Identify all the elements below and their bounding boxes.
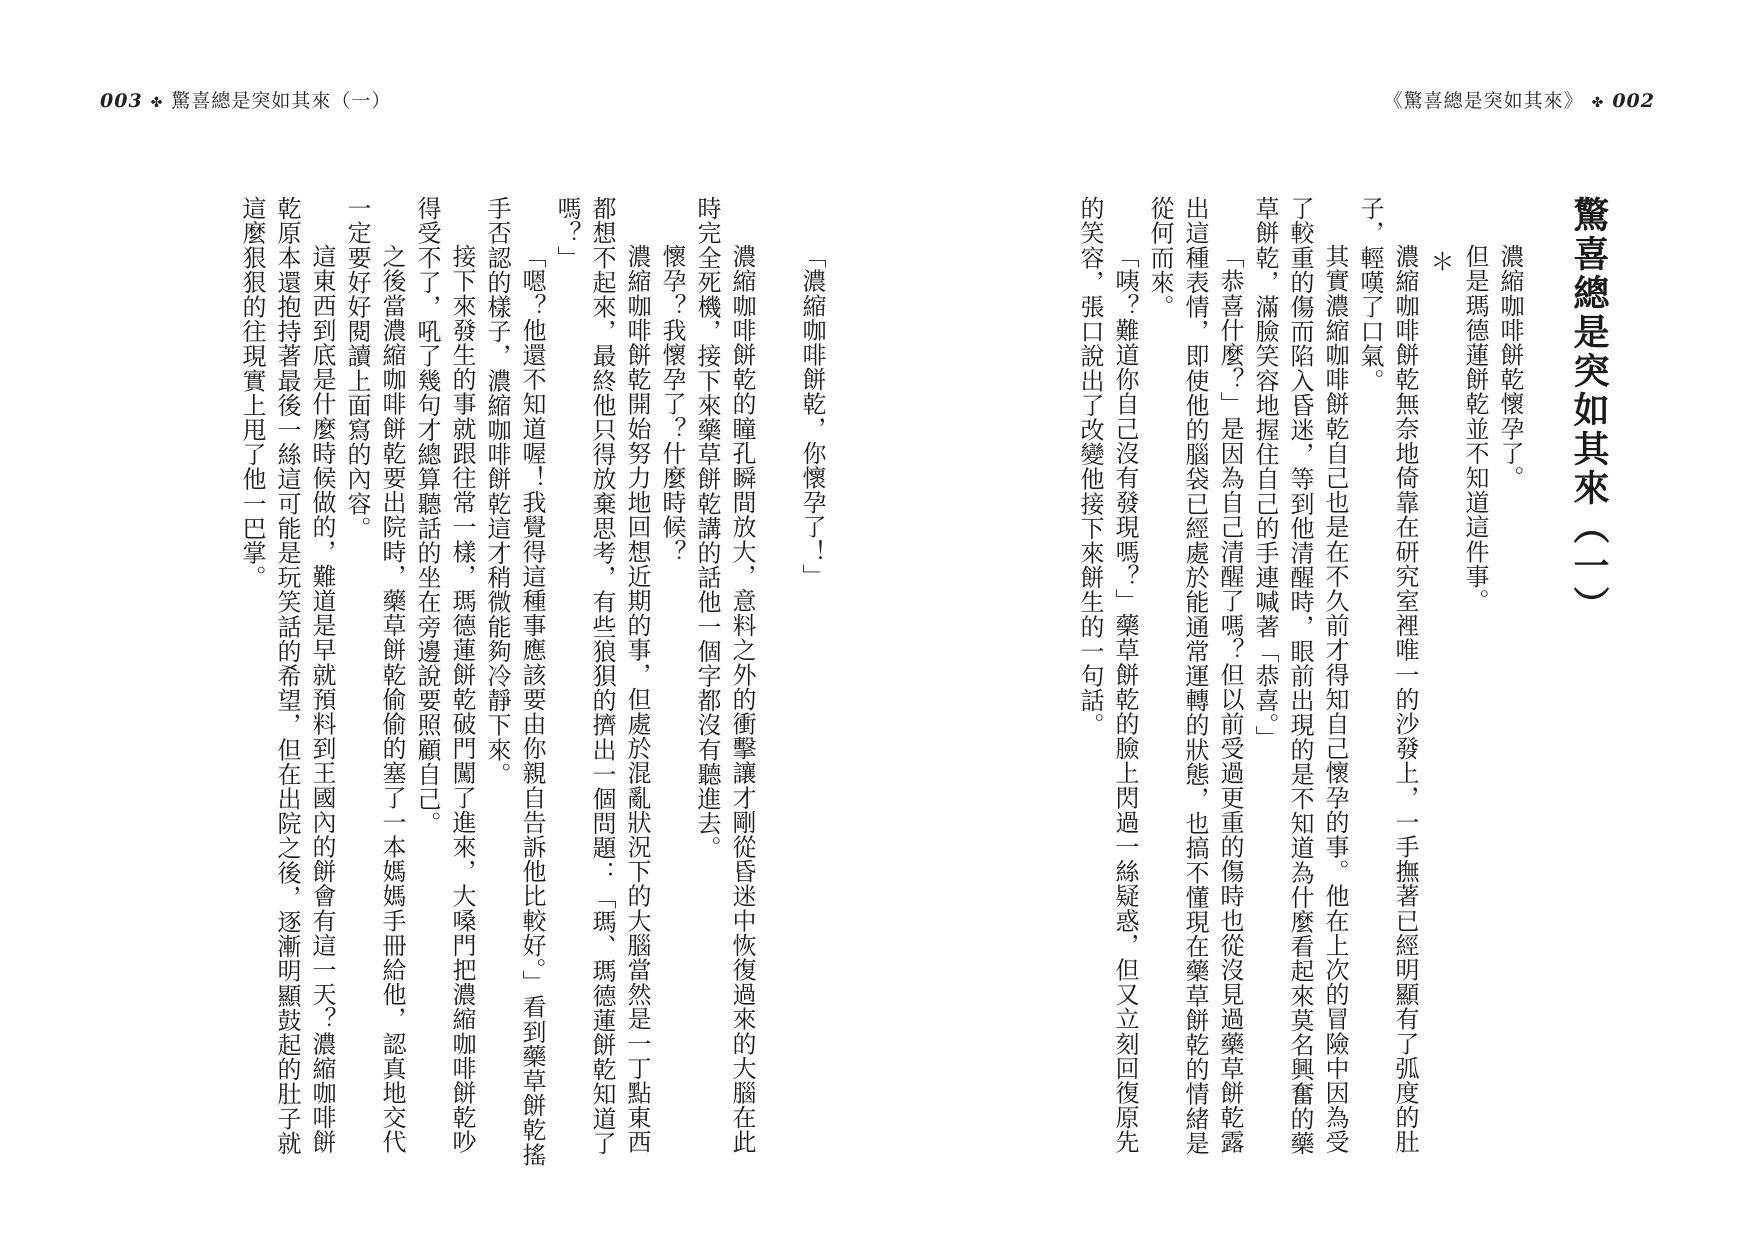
paragraph: 這東西到底是什麼時候做的，難道是早就預料到王國內的餅會有這一天？濃縮咖啡餅乾原本還抱持著最後一絲這可能是玩笑話的希望，但在出院之後，逐漸明顯鼓起的肚子就這麼狠狠的往現實上甩了他一巴掌。 xyxy=(238,196,336,1156)
right-page-number: 002 xyxy=(1612,90,1655,112)
paragraph: 濃縮咖啡餅乾懷孕了。 xyxy=(1496,244,1524,490)
ornament-icon: ✤ xyxy=(1591,95,1605,111)
left-running-header xyxy=(100,86,391,113)
paragraph: 濃縮咖啡餅乾的瞳孔瞬間放大，意料之外的衝擊讓才剛從昏迷中恢復過來的大腦在此時完全死機，接下來藥草餅乾講的話他一個字都沒有聽進去。 xyxy=(693,196,756,1155)
paragraph: 懷孕？我懷孕了？什麼時候？ xyxy=(658,244,686,564)
right-page-text xyxy=(867,196,1610,1176)
ornament-icon: ✤ xyxy=(150,95,164,111)
paragraph: 其實濃縮咖啡餅乾自己也是在不久前才得知自己懷孕的事。他在上次的冒險中因為受了較重的傷而陷入昏迷，等到他清醒時，眼前出現的是不知道為什麼看起來莫名興奮的藥草餅乾，滿臉笑容地握住自己的手連喊著「恭喜。」 xyxy=(1251,196,1349,1156)
paragraph: 濃縮咖啡餅乾開始努力地回想近期的事，但處於混亂狀況下的大腦當然是一丁點東西都想不起來，最終他只得放棄思考，有些狼狽的擠出一個問題：「瑪、瑪德蓮餅乾知道了嗎？」 xyxy=(553,196,651,1156)
paragraph: 「咦？難道你自己沒有發現嗎？」藥草餅乾的臉上閃過一絲疑惑，但又立刻回復原先的笑容，張口說出了改變他接下來餅生的一句話。 xyxy=(1076,196,1139,1155)
left-page-text xyxy=(89,196,829,1176)
paragraph: 「恭喜什麼？」是因為自己清醒了嗎？但以前受過更重的傷時也從沒見過藥草餅乾露出這種表情，即使他的腦袋已經處於能通常運轉的狀態，也搞不懂現在藥草餅乾的情緒是從何而來。 xyxy=(1146,196,1244,1156)
right-running-header xyxy=(1384,86,1655,113)
left-page-number: 003 xyxy=(100,90,143,112)
paragraph: 接下來發生的事就跟往常一樣，瑪德蓮餅乾破門闖了進來，大嗓門把濃縮咖啡餅乾吵得受不了，吼了幾句才總算聽話的坐在旁邊說要照顧自己。 xyxy=(413,196,476,1155)
left-header-title: 驚喜總是突如其來（一） xyxy=(171,90,392,112)
paragraph: 但是瑪德蓮餅乾並不知道這件事。 xyxy=(1461,244,1489,613)
paragraph: 濃縮咖啡餅乾無奈地倚靠在研究室裡唯一的沙發上，一手撫著已經明顯有了弧度的肚子，輕嘆了口氣。 xyxy=(1356,196,1419,1155)
chapter-title: 驚喜總是突如其來（一） xyxy=(1568,196,1610,625)
paragraph: 「嗯？他還不知道喔！我覺得這種事應該要由你親自告訴他比較好。」看到藥草餅乾搖手否認的樣子，濃縮咖啡餅乾這才稍微能夠冷靜下來。 xyxy=(483,196,546,1167)
paragraph: 之後當濃縮咖啡餅乾要出院時，藥草餅乾偷偷的塞了一本媽媽手冊給他，認真地交代一定要好好閱讀上面寫的內容。 xyxy=(343,196,406,1155)
right-header-title: 《驚喜總是突如其來》 xyxy=(1383,90,1584,112)
dialogue-quote: 「濃縮咖啡餅乾，你懷孕了！」 xyxy=(798,244,826,589)
section-separator: ＊ xyxy=(1426,248,1454,274)
